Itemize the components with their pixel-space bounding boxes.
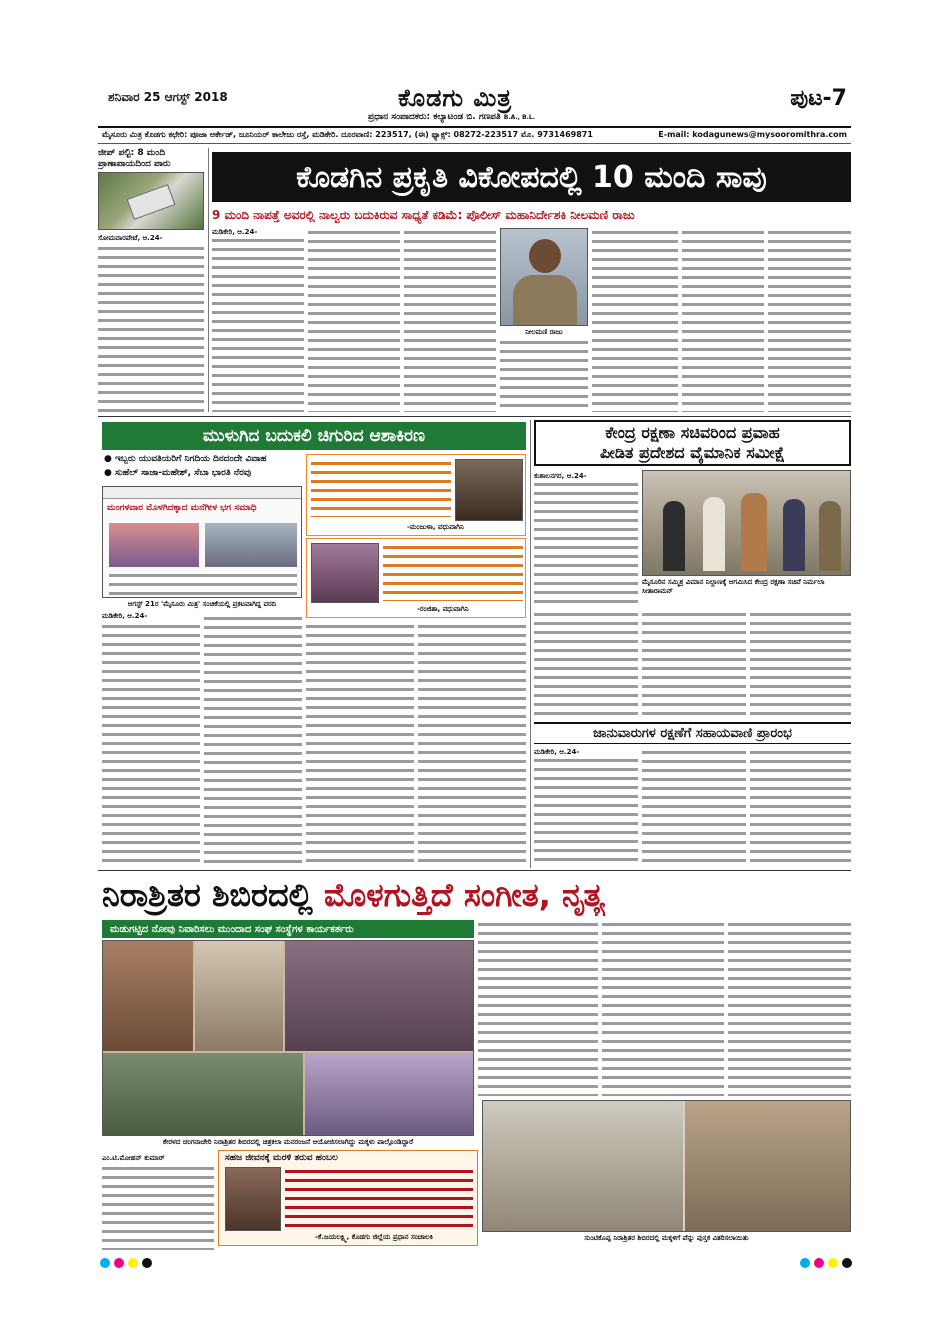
section-rule — [98, 416, 851, 417]
camp-photo-caption: ಕೇರಳದ ಚಂಗನಾಚೇರಿ ನಿರಾಶ್ರಿತರ ಶಿಬಿರದಲ್ಲಿ ಚಿತ್ರಕಲಾ ಮನರಂಜನೆ ಆಯೋಜಿಸಲಾಗಿದ್ದು ಮಕ್ಕಳು ಪಾಲ್ಗೊಂಡಿದ್ದಾರೆ — [162, 1138, 414, 1146]
camp-quote-box — [218, 1150, 478, 1246]
side-story-headline: ಜೀಪ್ ಪಲ್ಟಿ: 8 ಮಂದಿ ಪ್ರಾಣಾಪಾಯದಿಂದ ಪಾರು — [98, 148, 171, 169]
quote-2-text — [383, 543, 523, 601]
newspaper-page — [98, 82, 851, 1252]
camp-bottom-caption: ಸುಂಟಿಕೊಪ್ಪ ನಿರಾಶ್ರಿತರ ಶಿಬಿರದಲ್ಲಿ ಮಕ್ಕಳಿಗೆ ಪೆನ್ನು ಪುಸ್ತಕ ವಿತರಿಸಲಾಯಿತು — [584, 1234, 749, 1242]
green-bullet-1: ● ಇಬ್ಬರು ಯುವತಿಯರಿಗೆ ನಿಗದಿಯ ದಿನದಂದೇ ವಿವಾಹ — [104, 454, 267, 464]
defence-col-4 — [750, 610, 851, 718]
registration-mark-magenta — [814, 1258, 824, 1268]
collage-photo-5 — [305, 1053, 474, 1136]
camp-col-4 — [728, 920, 851, 1096]
main-story-col-4b — [500, 338, 588, 412]
quote-box-2 — [306, 538, 526, 618]
portrait-head — [529, 239, 561, 273]
masthead — [98, 82, 851, 128]
helpline-headline: ಜಾನುವಾರುಗಳ ರಕ್ಷಣೆಗೆ ಸಹಾಯವಾಣಿ ಪ್ರಾರಂಭ — [534, 722, 851, 744]
collage-photo-2 — [195, 941, 283, 1051]
green-col-4 — [418, 622, 526, 866]
green-bullet-1-text: ಇಬ್ಬರು ಯುವತಿಯರಿಗೆ ನಿಗದಿಯ ದಿನದಂದೇ ವಿವಾಹ — [115, 454, 267, 464]
helpline-col-2 — [642, 748, 746, 866]
main-story-col-1 — [212, 236, 304, 412]
person-4 — [783, 499, 805, 571]
main-story-col-5 — [592, 228, 678, 412]
jeep-accident-photo — [98, 172, 204, 230]
masthead-rule — [98, 126, 851, 128]
bride-2-photo — [311, 543, 379, 603]
green-col-2 — [204, 614, 302, 866]
person-5 — [819, 501, 841, 571]
defence-headline-1: ಕೇಂದ್ರ ರಕ್ಷಣಾ ಸಚಿವರಿಂದ ಪ್ರವಾಹ — [605, 423, 780, 442]
registration-mark-black — [842, 1258, 852, 1268]
registration-mark-yellow — [828, 1258, 838, 1268]
mini-photo-2 — [205, 523, 297, 567]
camp-photo-collage — [102, 940, 474, 1136]
registration-mark-black — [142, 1258, 152, 1268]
registration-mark-cyan — [800, 1258, 810, 1268]
green-bullet-2-text: ಸುಹೆಲ್ ಸಾಜಾ-ಮಹೇಶ್, ಸೆಬಾ ಭಾರತಿ ನೆರವು — [115, 468, 252, 478]
registration-mark-yellow — [128, 1258, 138, 1268]
minister-figure — [741, 493, 767, 571]
jeep-shape — [127, 184, 176, 220]
camp-quote-title: ಸಹಜ ಜೀವನಕ್ಕೆ ಮರಳಿ ತರುವ ಹಂಬಲ — [225, 1153, 338, 1163]
collage-photo-1 — [103, 941, 193, 1051]
helpline-col-3 — [750, 748, 851, 866]
office-email: E-mail: kodagunews@mysooromithra.com — [658, 130, 847, 139]
column-rule — [530, 420, 531, 868]
portrait-uniform — [513, 275, 577, 326]
person-1 — [663, 501, 685, 571]
quote-1-text — [311, 459, 451, 517]
camp-col-1 — [102, 1164, 214, 1250]
side-story-lead: ಸೋಮವಾರಪೇಟೆ, ಆ.24- — [98, 234, 163, 242]
camp-quote-text — [285, 1167, 473, 1229]
mini-paper-title: ಮಂಗಳವಾರ ಮೊಳಗಿದಕ್ಕಾದ ಮನೆಗೀಳ ಭಗ ಸಮಾಧಿ — [107, 503, 257, 513]
person-2 — [703, 497, 725, 571]
green-bullet-2: ● ಸುಹೆಲ್ ಸಾಜಾ-ಮಹೇಶ್, ಸೆಬಾ ಭಾರತಿ ನೆರವು — [104, 468, 252, 478]
main-story-col-6 — [682, 228, 764, 412]
office-info-strip — [98, 130, 851, 144]
camp-headline-red: ಮೊಳಗುತ್ತಿದೆ ಸಂಗೀತ, ನೃತ್ಯ — [323, 876, 605, 914]
mini-masthead — [103, 487, 302, 499]
defence-headline-2: ಪೀಡಿತ ಪ್ರದೇಶದ ವೈಮಾನಿಕ ಸಮೀಕ್ಷೆ — [599, 443, 786, 462]
editor-name: ಪ್ರಧಾನ ಸಂಪಾದಕರು: ಕಲ್ಯಾಟಂಡ ಬಿ. ಗಣಪತಿ — [368, 112, 501, 122]
helpline-lead: ಮಡಿಕೇರಿ, ಆ.24- — [534, 748, 580, 756]
quote-box-1 — [306, 454, 526, 536]
registration-mark-magenta — [114, 1258, 124, 1268]
side-story-body — [98, 244, 204, 412]
section-rule — [98, 870, 851, 871]
registration-mark-cyan — [100, 1258, 110, 1268]
main-story-col-2 — [308, 228, 400, 412]
police-chief-caption: ನೀಲಮಣಿ ರಾಜು — [525, 328, 563, 336]
camp-bar: ಮಡುಗಟ್ಟಿದ ನೋವು ನಿವಾರಿಸಲು ಮುಂದಾದ ಸಂಘ ಸಂಸ್ಥೆಗಳ ಕಾರ್ಯಕರ್ತರು — [102, 920, 474, 938]
side-story — [98, 148, 204, 412]
green-col-3 — [306, 622, 414, 866]
bride-1-photo — [455, 459, 523, 521]
camp-headline-black: ನಿರಾಶ್ರಿತರ ಶಿಬಿರದಲ್ಲಿ — [102, 876, 313, 914]
main-story-lead: ಮಡಿಕೇರಿ, ಆ.24- — [212, 228, 258, 236]
main-story-col-3 — [404, 228, 496, 412]
jayalakshmi-photo — [225, 1167, 281, 1231]
defence-col-2 — [534, 610, 638, 718]
editor-line — [368, 112, 535, 122]
main-headline: ಕೊಡಗಿನ ಪ್ರಕೃತಿ ವಿಕೋಪದಲ್ಲಿ 10 ಮಂದಿ ಸಾವು — [212, 152, 851, 202]
police-chief-photo — [500, 228, 588, 326]
collage-photo-3 — [285, 941, 474, 1051]
bottom-photo-right — [685, 1101, 851, 1232]
defence-headline-box — [534, 420, 851, 466]
quote-1-sign: -ಮಂಜುಳಾ, ವಧುವಾಗಿನಿ — [407, 523, 464, 531]
green-headline: ಮುಳುಗಿದ ಬದುಕಲಿ ಚಿಗುರಿದ ಆಶಾಕಿರಣ — [102, 422, 526, 450]
column-rule — [208, 148, 209, 412]
office-info-text: ಮೈಸೂರು ಮಿತ್ರ ಕೊಡಗು ಕಛೇರಿ: ಪೂಜಾ ಆರ್ಕೇಡ್, ಜೂನಿಯರ್ ಕಾಲೇಜು ರಸ್ತೆ, ಮಡಿಕೇರಿ. ದೂರವಾಣಿ: 223517, (ಈ) ಫ್ಯಾಕ್ಸ್: 08272-223517 ಮೊ. 9731469871 — [102, 130, 593, 139]
camp-bottom-photo — [482, 1100, 851, 1232]
issue-date: ಶನಿವಾರ 25 ಆಗಸ್ಟ್ 2018 — [108, 90, 228, 104]
mini-photo-1 — [109, 523, 199, 567]
main-story-col-7 — [768, 228, 851, 412]
camp-story-lead: ಎಂ.ಟಿ.ಮೋಹನ್ ಕುಮಾರ್ — [102, 1154, 165, 1162]
defence-col-3 — [642, 610, 746, 718]
bottom-photo-left — [483, 1101, 683, 1232]
defence-minister-photo — [642, 470, 851, 576]
camp-col-2 — [478, 920, 598, 1096]
quote-2-sign: -ರಂಜಿತಾ, ವಧುವಾಗಿನಿ — [417, 605, 469, 613]
green-story-lead: ಮಡಿಕೇರಿ, ಆ.24- — [102, 612, 148, 620]
helpline-col-1 — [534, 756, 638, 866]
camp-col-3 — [602, 920, 724, 1096]
defence-photo-caption: ಮೈಸೂರಿನ ಸಮ್ಮಿಶ್ರ ವಿಮಾನ ನಿಲ್ದಾಣಕ್ಕೆ ಆಗಮಿಸಿದ ಕೇಂದ್ರ ರಕ್ಷಣಾ ಸಚಿವೆ ನಿರ್ಮಲಾ ಸೀತಾರಾಮನ್ — [642, 578, 825, 595]
mini-paper-caption: ಆಗಸ್ಟ್ 21ರ 'ಮೈಸೂರು ಮಿತ್ರ' ಸಂಚಿಕೆಯಲ್ಲಿ ಪ್ರಕಟವಾಗಿದ್ದ ವರದಿ — [127, 600, 277, 608]
newspaper-logo: ಕೊಡಗು ಮಿತ್ರ — [398, 84, 513, 112]
camp-headline — [102, 874, 851, 916]
green-col-1 — [102, 622, 200, 866]
camp-quote-sign: -ಕೆ.ಜಯಲಕ್ಷ್ಮಿ, ಕೊಡಗು ಜಿಲ್ಲೆಯ ಪ್ರಧಾನ ಸಂಚಾಲಕಿ — [315, 1233, 433, 1241]
defence-lead: ಕುಶಾಲನಗರ, ಆ.24- — [534, 472, 587, 480]
mini-newspaper-clipping — [102, 486, 302, 598]
editor-degree: B.A., B.L. — [503, 114, 536, 121]
main-subhead: 9 ಮಂದಿ ನಾಪತ್ತೆ ಅವರಲ್ಲಿ ನಾಲ್ವರು ಬದುಕಿರುವ ಸಾಧ್ಯತೆ ಕಡಿಮೆ: ಪೊಲೀಸ್ ಮಹಾನಿರ್ದೇಶಕಿ ನೀಲಮಣಿ ರಾಜು — [212, 208, 635, 222]
defence-col-1 — [534, 480, 638, 606]
collage-photo-4 — [103, 1053, 303, 1136]
page-number: ಪುಟ-7 — [790, 86, 847, 111]
mini-text — [109, 571, 297, 595]
